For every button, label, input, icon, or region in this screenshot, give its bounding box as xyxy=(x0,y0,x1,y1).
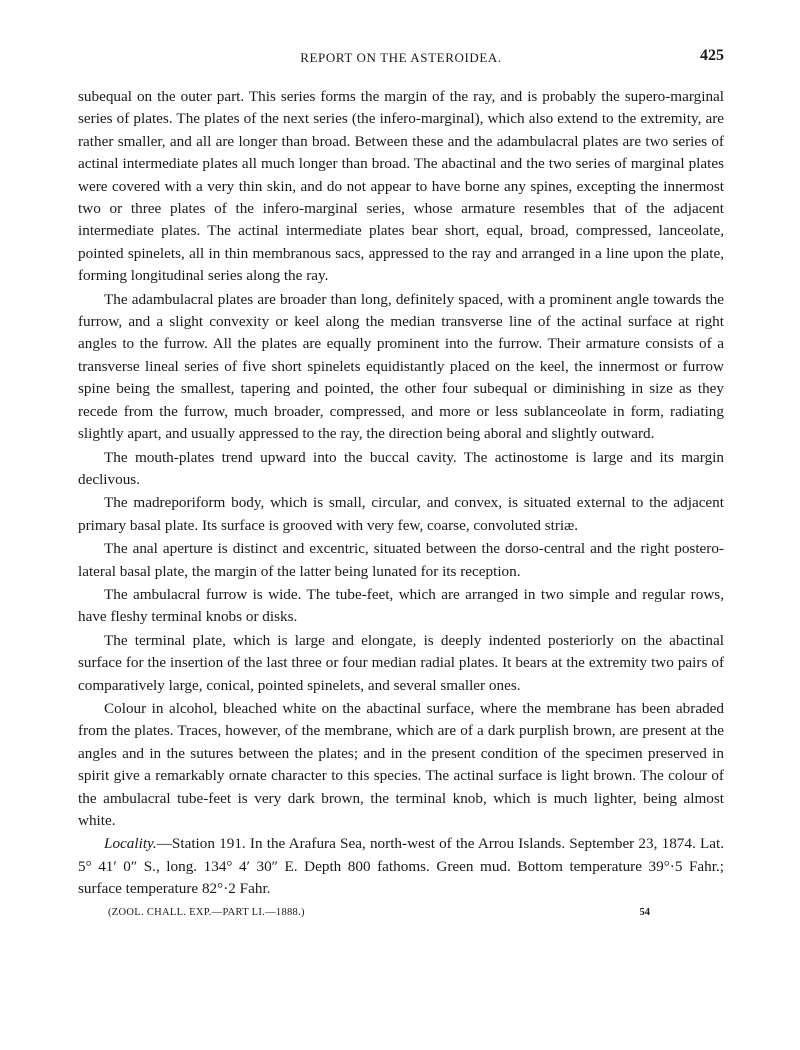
paragraph-adambulacral: The adambulacral plates are broader than long, definitely spaced, with a prominent angle towards the furrow, and a slight convexity or keel along the median transverse line of the actinal surface at right angles to the furrow. All the plates are equally prominent into the furrow. Their armature consists of a transverse lineal series of five short spinelets equidistantly placed on the keel, the innermost or furrow spine being the smallest, tapering and pointed, the other four subequal or diminishing in size as they recede from the furrow, much broader, compressed, and more or less sublanceolate in form, radiating slightly apart, and usually appressed to the ray, the direction being aboral and slightly outward. xyxy=(78,290,724,443)
locality-label: Locality. xyxy=(104,835,157,853)
paragraph-supero-marginal: subequal on the outer part. This series forms the margin of the ray, and is probably the supero-marginal series of plates. The plates of the next series (the infero-marginal), which also extend to the extremity, are rather smaller, and all are longer than broad. Between these and the adambulacral plates are two series of actinal intermediate plates all much longer than broad. The abactinal and the two series of marginal plates were covered with a very thin skin, and do not appear to have borne any spines, excepting the innermost two or three plates of the infero-marginal series, whose armature resembles that of the adjacent intermediate plates. The actinal intermediate plates bear short, equal, broad, compressed, lanceolate, pointed spinelets, all in thin membranous sacs, appressed to the ray and arranged in a line upon the plate, forming longitudinal series along the ray. xyxy=(78,88,724,285)
paragraph-colour: Colour in alcohol, bleached white on the abactinal surface, where the membrane has been abraded from the plates. Traces, however, of the membrane, which are of a dark purplish brown, are present at the angles and in the sutures between the plates; and in the present condition of the specimen preserved in spirit give a remarkably ornate character to this species. The actinal surface is light brown. The colour of the ambulacral tube-feet is very dark brown, the terminal knob, which is much lighter, being almost white. xyxy=(78,699,724,829)
page-number: 425 xyxy=(700,47,724,64)
locality-text: —Station 191. In the Arafura Sea, north-west of the Arrou Islands. September 23, 1874. Lat. 5° 41′ 0″ S., long. 134° 4′ 30″ E. Depth 800 fathoms. Green mud. Bottom temperature 39°·5 Fahr.; surface temperature 82°·2 Fahr. xyxy=(78,835,724,898)
running-title: REPORT ON THE ASTEROIDEA. xyxy=(300,50,502,65)
paragraph-ambulacral-furrow: The ambulacral furrow is wide. The tube-feet, which are arranged in two simple and regular rows, have fleshy terminal knobs or disks. xyxy=(78,585,724,626)
footer-signature: (ZOOL. CHALL. EXP.—PART LI.—1888.) xyxy=(108,906,305,918)
paragraph-madreporiform: The madreporiform body, which is small, circular, and convex, is situated external to the adjacent primary basal plate. Its surface is grooved with very few, coarse, convoluted striæ. xyxy=(78,494,724,534)
paragraph-terminal-plate: The terminal plate, which is large and elongate, is deeply indented posteriorly on the abactinal surface for the insertion of the last three or four median radial plates. It bears at the extremity two pairs of comparatively large, conical, pointed spinelets, and several smaller ones. xyxy=(78,631,724,694)
paragraph-anal-aperture: The anal aperture is distinct and excentric, situated between the dorso-central and the right postero-lateral basal plate, the margin of the latter being lunated for its reception. xyxy=(78,540,724,580)
running-head xyxy=(78,46,724,70)
document-page xyxy=(78,46,724,925)
page-footer xyxy=(78,903,724,925)
body-text xyxy=(78,86,724,901)
footer-sheet-number: 54 xyxy=(639,906,650,918)
paragraph-mouth-plates: The mouth-plates trend upward into the buccal cavity. The actinostome is large and its margin declivous. xyxy=(78,448,724,488)
paragraph-locality xyxy=(78,833,724,900)
